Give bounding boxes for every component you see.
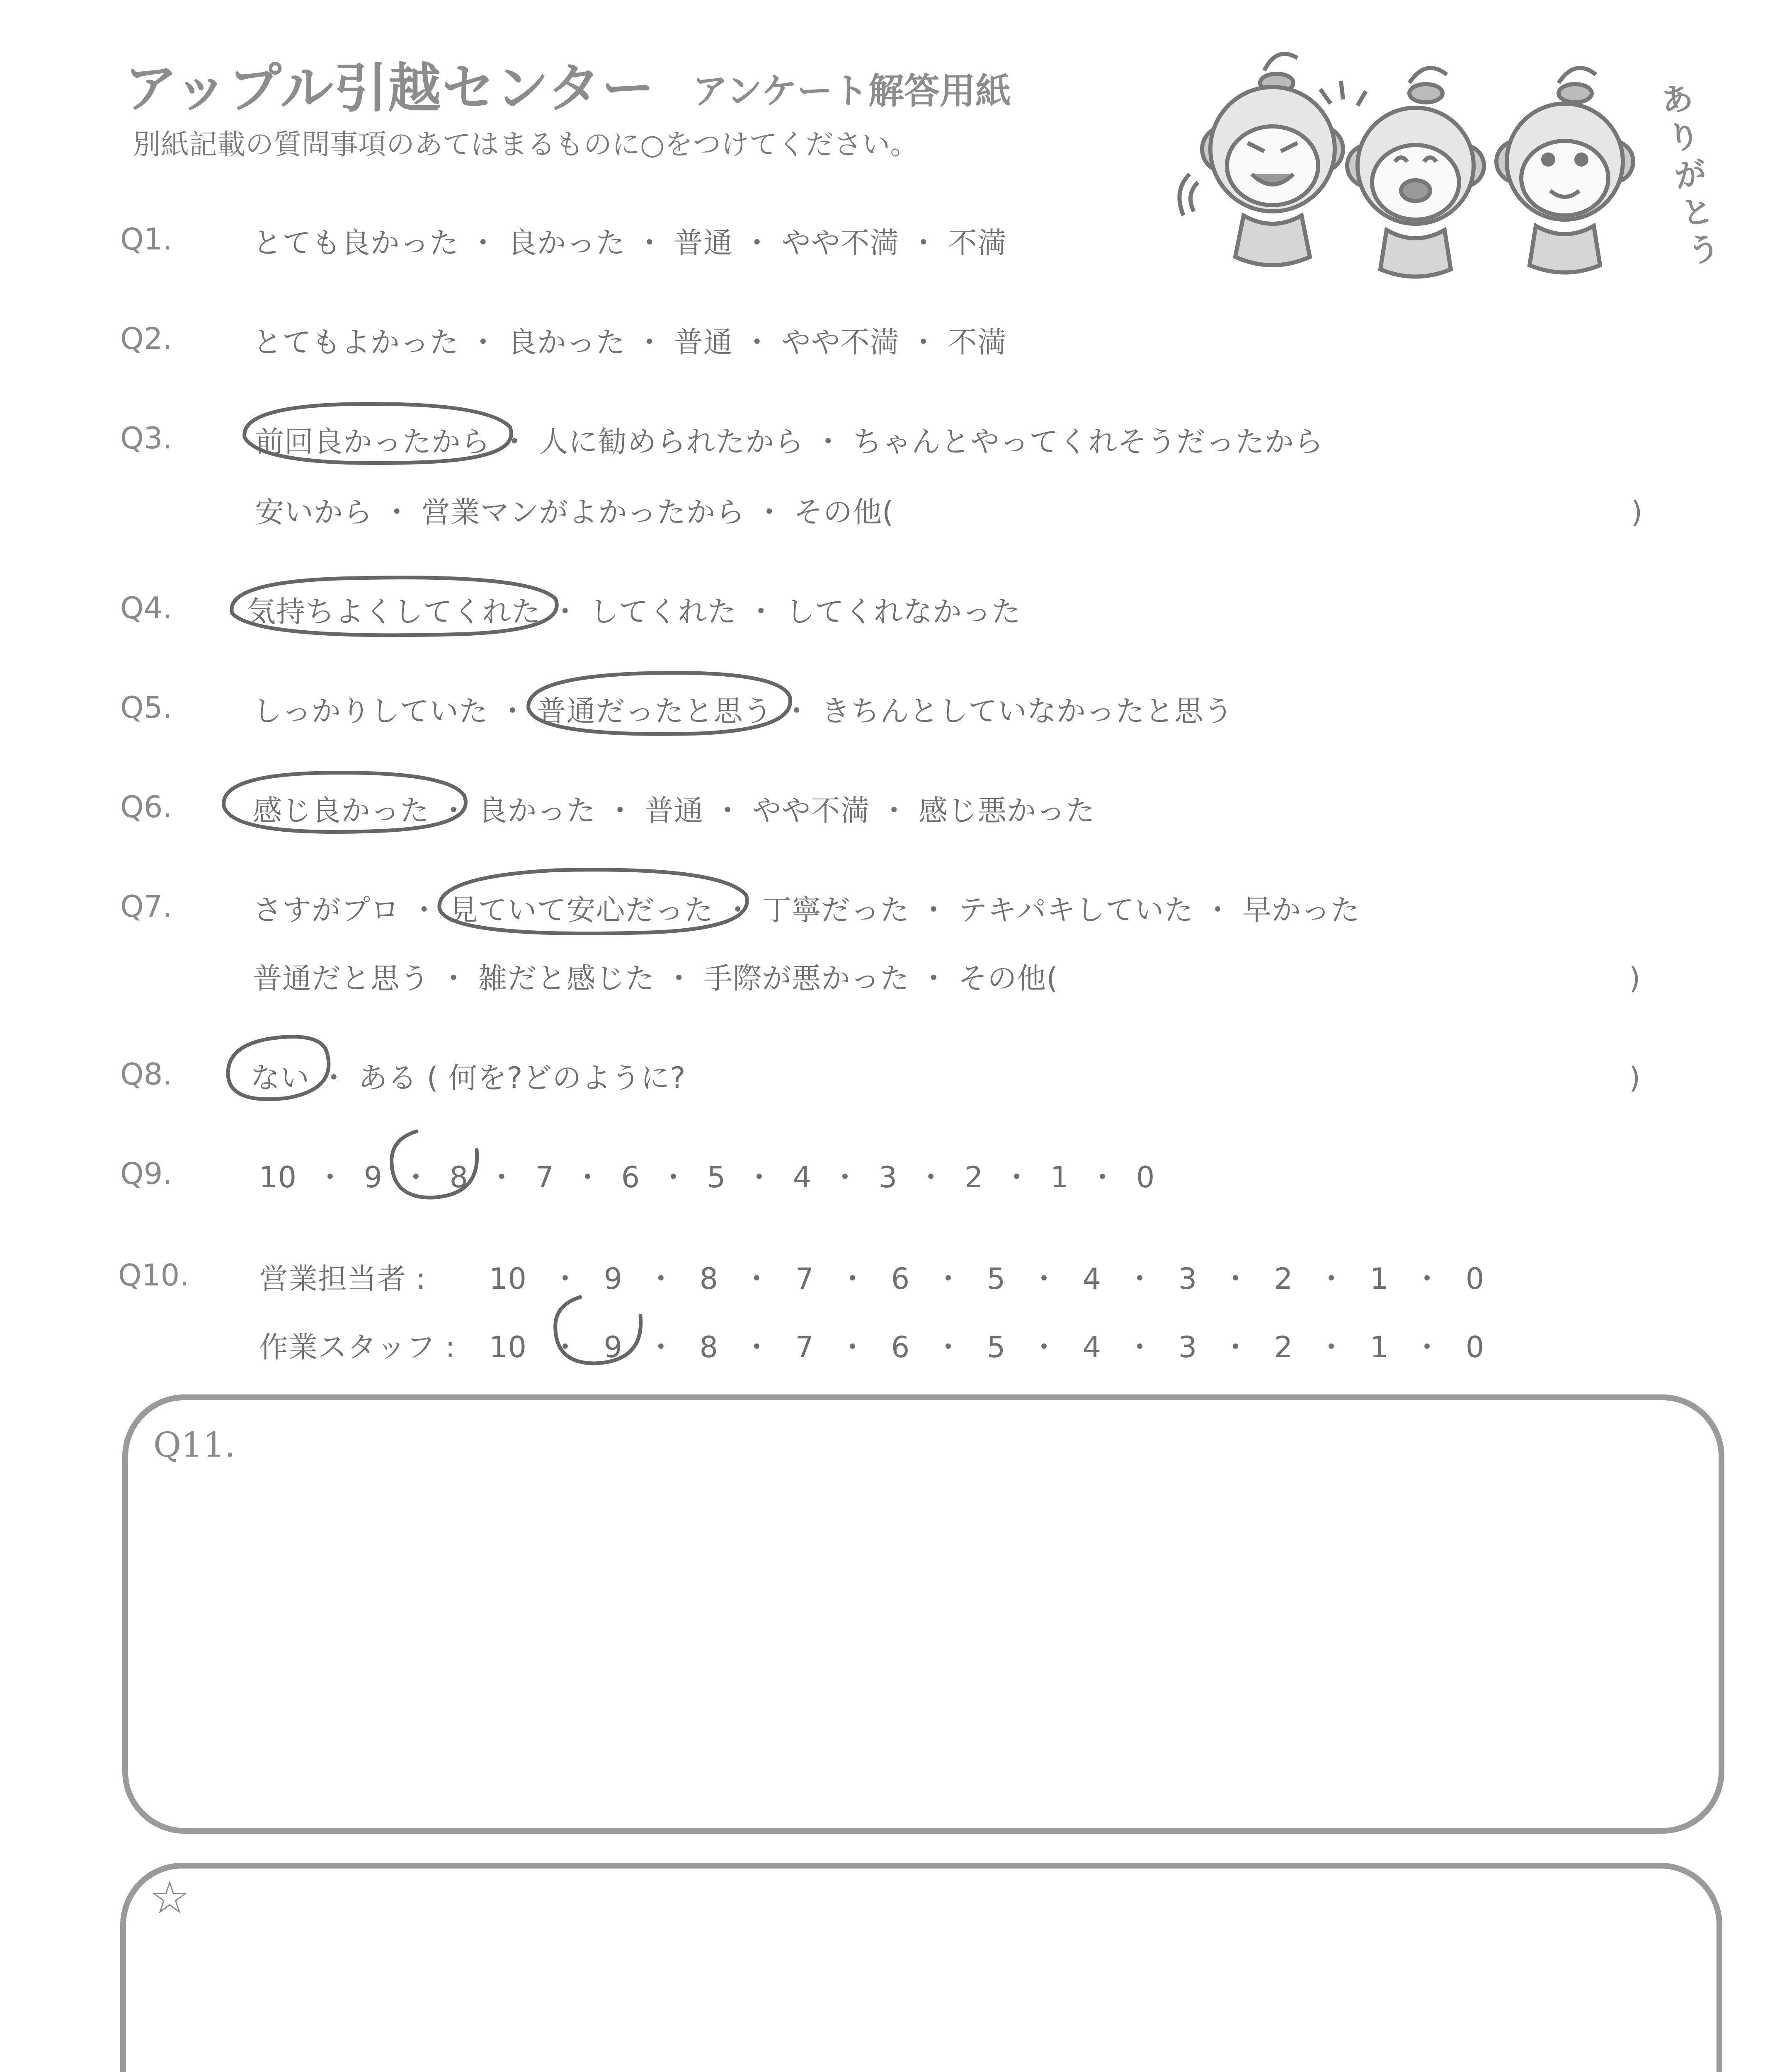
q9-scale: 10 ・ 9 ・ 8 ・ 7 ・ 6 ・ 5 ・ 4 ・ 3 ・ 2 ・ 1 ・ 0 [259,1160,1155,1194]
form-title: アップル引越センター [124,58,655,119]
q8-answer-circle [228,1037,329,1099]
q4-label: Q4. [120,591,172,625]
thanks-text: ありがとう [1658,78,1723,271]
instruction-text: 別紙記載の質問事項のあてはまるものに○をつけてください。 [133,128,919,161]
q10-sales-label: 営業担当者 : [259,1262,426,1296]
q7-answer-circle [439,870,747,934]
q7-options-line1: さすがプロ ・ 見ていて安心だった ・ 丁寧だった ・ テキパキしていた ・ 早かった [253,893,1360,927]
q1-options: とても良かった ・ 良かった ・ 普通 ・ やや不満 ・ 不満 [253,226,1007,260]
q8-options: ない ・ ある ( 何を?どのように? [251,1061,686,1095]
q7-close-paren: ) [1629,961,1641,995]
q3-options-line1: 前回良かったから ・ 人に勧められたから ・ ちゃんとやってくれそうだったから [255,425,1324,459]
q5-options: しっかりしていた ・ 普通だったと思う ・ きちんとしていなかったと思う [253,694,1234,728]
q2-label: Q2. [120,321,172,356]
q9-label: Q9. [120,1156,172,1191]
q3-answer-circle [245,404,512,463]
star-comment-box[interactable] [120,1863,1722,2072]
q2-options: とてもよかった ・ 良かった ・ 普通 ・ やや不満 ・ 不満 [253,325,1007,359]
star-icon: ☆ [149,1871,190,1924]
q8-label: Q8. [120,1057,172,1092]
q10-label: Q10. [118,1258,189,1293]
q8-close-paren: ) [1629,1061,1641,1095]
q7-label: Q7. [120,889,172,924]
q10-staff-label: 作業スタッフ : [259,1330,456,1364]
q6-options: 感じ良かった ・ 良かった ・ 普通 ・ やや不満 ・ 感じ悪かった [253,794,1096,828]
q4-answer-circle [232,578,557,635]
q10-sales-scale: 10 ・ 9 ・ 8 ・ 7 ・ 6 ・ 5 ・ 4 ・ 3 ・ 2 ・ 1 ・ 0 [489,1262,1485,1296]
q11-comment-box[interactable] [122,1394,1724,1834]
q11-label: Q11. [153,1426,235,1465]
form-subtitle: アンケート解答用紙 [692,70,1011,112]
q1-label: Q1. [120,222,172,257]
q6-label: Q6. [120,789,172,824]
q10-staff-answer-circle [555,1297,641,1363]
q10-staff-scale: 10 ・ 9 ・ 8 ・ 7 ・ 6 ・ 5 ・ 4 ・ 3 ・ 2 ・ 1 ・ 0 [489,1330,1485,1364]
q7-options-line2: 普通だと思う ・ 雑だと感じた ・ 手際が悪かった ・ その他( [253,961,1058,995]
q5-answer-circle [529,673,790,734]
q9-answer-circle [392,1131,477,1198]
q4-options: 気持ちよくしてくれた ・ してくれた ・ してくれなかった [247,595,1021,629]
q3-label: Q3. [120,421,172,455]
q3-close-paren: ) [1631,495,1643,529]
q5-label: Q5. [120,690,172,725]
q6-answer-circle [224,773,466,832]
q3-options-line2: 安いから ・ 営業マンがよかったから ・ その他( [255,495,894,529]
